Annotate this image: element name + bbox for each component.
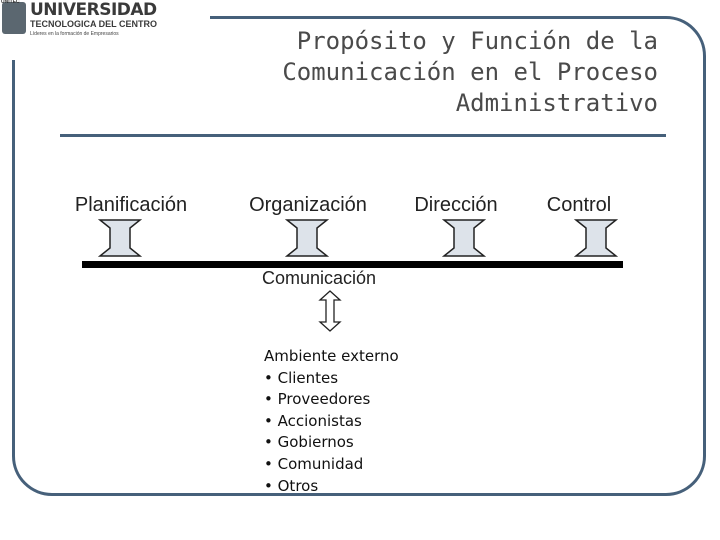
function-organizacion: Organización: [249, 194, 367, 216]
logo-name: UNIVERSIDAD: [30, 0, 157, 20]
double-arrow-icon: [98, 218, 142, 258]
logo-mark-icon: [2, 2, 26, 34]
function-direccion: Dirección: [414, 194, 498, 216]
environment-item: • Otros: [264, 476, 399, 498]
communication-bar: [82, 261, 623, 268]
environment-list: [264, 368, 399, 498]
double-arrow-icon: [285, 218, 329, 258]
double-arrow-icon: [574, 218, 618, 258]
logo-motto: Líderes en la formación de Empresarios: [30, 31, 119, 37]
title-divider: [60, 134, 666, 137]
logo-tag: UNITEC: [1, 0, 20, 5]
environment-item: • Clientes: [264, 368, 399, 390]
environment-item: • Proveedores: [264, 389, 399, 411]
environment-item: • Gobiernos: [264, 432, 399, 454]
communication-label: Comunicación: [262, 268, 377, 288]
university-logo: [0, 0, 158, 44]
vertical-double-arrow-icon: [318, 290, 342, 332]
logo-subtitle: TECNOLOGICA DEL CENTRO: [30, 19, 158, 29]
function-control: Control: [546, 194, 612, 216]
slide-title: Propósito y Función de la Comunicación en el Proceso Administrativo: [282, 27, 658, 117]
environment-item: • Accionistas: [264, 411, 399, 433]
environment-block: [264, 346, 399, 497]
double-arrow-icon: [442, 218, 486, 258]
environment-item: • Comunidad: [264, 454, 399, 476]
function-planificacion: Planificación: [74, 194, 188, 216]
environment-heading: Ambiente externo: [264, 347, 399, 365]
